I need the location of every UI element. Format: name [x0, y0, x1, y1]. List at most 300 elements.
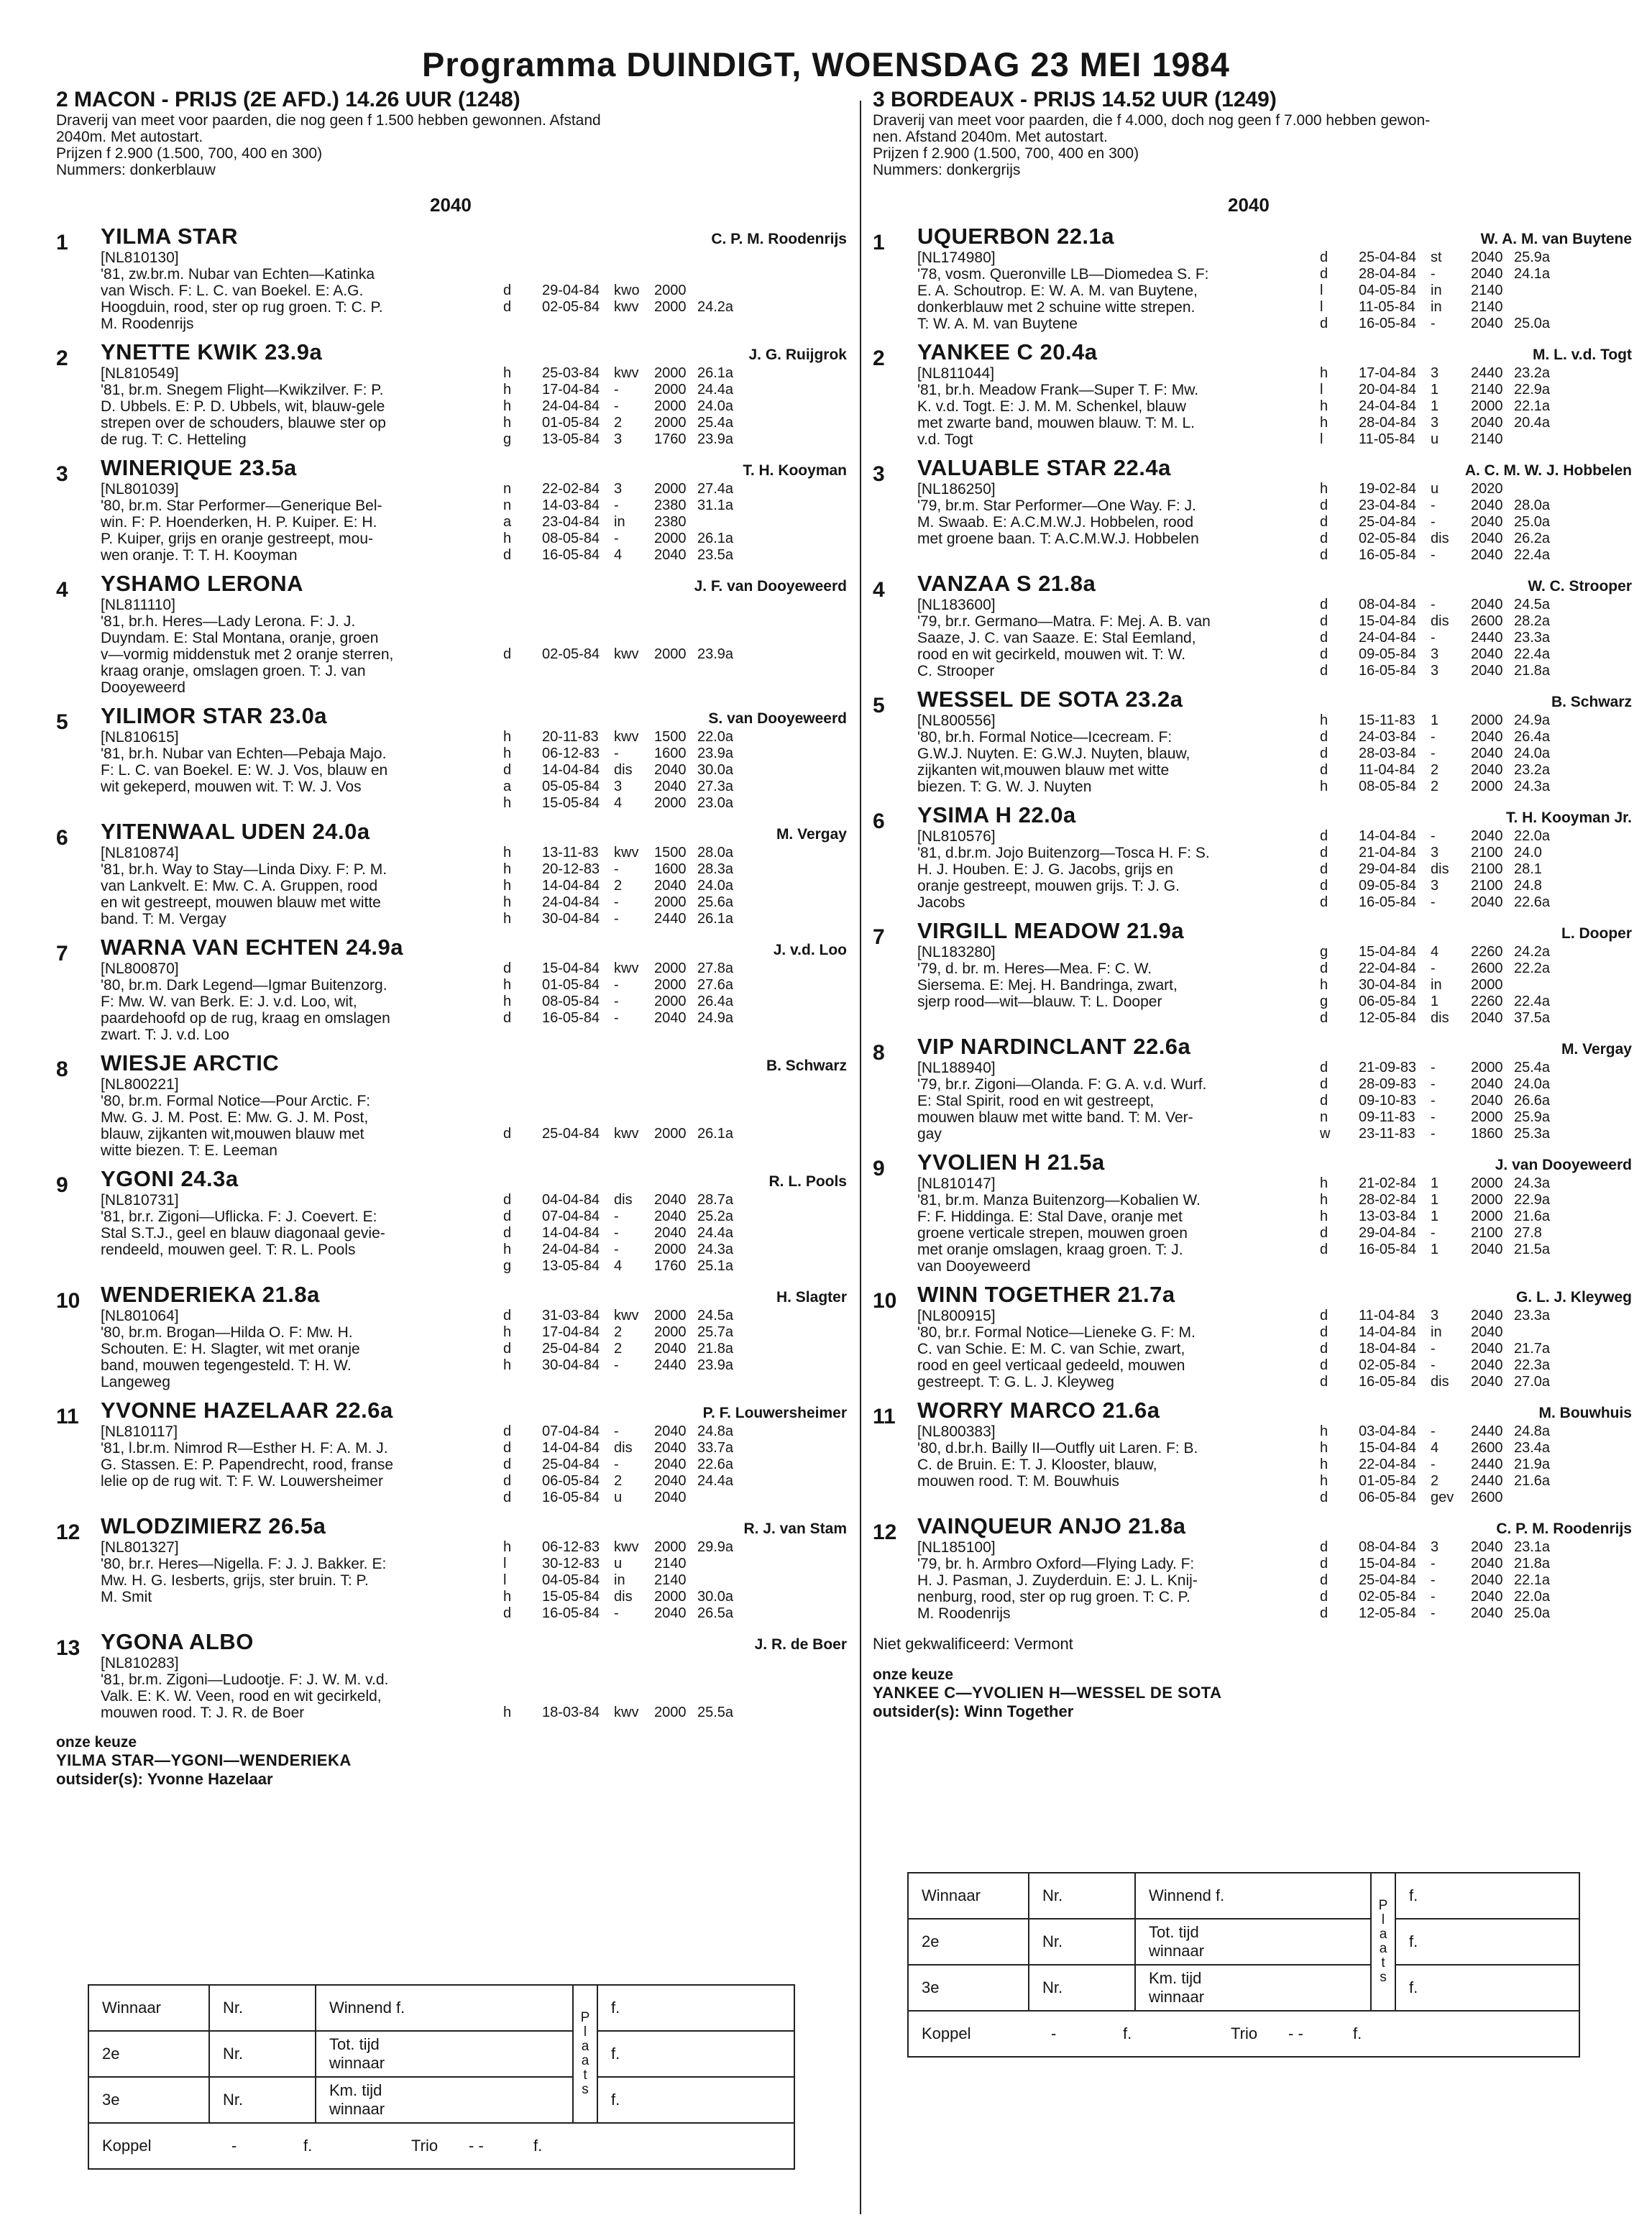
pedigree-line: H. J. Houben. E: J. G. Jacobs, grijs en: [917, 861, 1173, 878]
entry-details: [101, 1655, 847, 1721]
race-distance: 2040: [1471, 1556, 1503, 1572]
race-time: 22.0a: [1514, 828, 1551, 844]
entry-details: [917, 481, 1632, 564]
race-distance: 2040: [1471, 894, 1503, 910]
race-date: 13-11-83: [542, 845, 599, 861]
result-line: [503, 1258, 755, 1275]
entry-details: [917, 828, 1632, 911]
name-row: [917, 1398, 1632, 1423]
placing: -: [1431, 597, 1436, 613]
pedigree: [917, 712, 1305, 795]
horse-entry: [56, 935, 847, 1043]
track-code: h: [1320, 1175, 1329, 1191]
pedigree-line: band. T: M. Vergay: [101, 911, 226, 927]
race-distance: 2000: [654, 894, 687, 910]
placing: -: [1431, 1457, 1436, 1472]
race-date: 03-04-84: [1359, 1423, 1417, 1439]
race-time: 24.2a: [1514, 944, 1551, 960]
pedigree-line: rood en geel verticaal gedeeld, mouwen: [917, 1357, 1185, 1374]
pedigree-line: Mw. H. G. Iesberts, grijs, ster bruin. T: P.: [101, 1572, 369, 1589]
race-description: [56, 112, 847, 178]
race-time: [697, 1093, 755, 1109]
track-code: d: [1320, 878, 1329, 894]
registration-code: [NL810130]: [101, 249, 179, 266]
race-time: [1514, 977, 1571, 994]
result-line: [503, 283, 759, 299]
pedigree-line: '80, br.m. Star Performer—Generique Bel-: [101, 497, 382, 514]
result-line: [1320, 746, 1571, 762]
entry-details: [917, 1175, 1632, 1275]
race-date: 15-04-84: [1359, 1440, 1417, 1456]
name-row: [917, 1150, 1632, 1175]
race-date: 02-05-84: [542, 299, 600, 315]
pedigree-line: '81, br.h. Way to Stay—Linda Dixy. F: P. M.: [101, 861, 387, 878]
race-time: 25.0a: [1514, 316, 1551, 331]
track-code: h: [503, 382, 512, 398]
track-code: [503, 249, 542, 266]
pedigree-line: C. van Schie. E: M. C. van Schie, zwart,: [917, 1341, 1185, 1357]
track-code: h: [503, 994, 512, 1009]
trainer-name: T. H. Kooyman Jr.: [1505, 809, 1632, 826]
race-distance: 2100: [1471, 1225, 1503, 1241]
race-distance: 2040: [1471, 597, 1503, 613]
race-distance: 1760: [654, 431, 687, 447]
race-distance: 2040: [654, 1423, 687, 1439]
race-time: 24.9a: [697, 1010, 734, 1026]
race-distance: 2040: [1471, 514, 1503, 530]
choice-label: onze keuze: [873, 1666, 954, 1683]
placing: kwv: [614, 729, 639, 745]
result-line: [1320, 266, 1571, 283]
race-distance: 2000: [654, 977, 687, 993]
race-distance: 1600: [654, 746, 687, 761]
track-code: [503, 1076, 542, 1093]
race-distance: 2000: [654, 382, 687, 398]
race-date: 24-04-84: [1359, 398, 1417, 414]
start-number: 5: [56, 710, 68, 734]
pedigree-line: Jacobs: [917, 894, 965, 911]
name-row: [917, 802, 1632, 828]
race-time: [1514, 481, 1571, 497]
race-distance: 2000: [654, 365, 687, 381]
race-time: 23.0a: [697, 795, 734, 811]
race-distance: 2000: [654, 398, 687, 414]
entry-body: [101, 224, 847, 332]
race-date: 08-05-84: [542, 531, 600, 546]
race-time: [1514, 1490, 1571, 1506]
pedigree-line: biezen. T: G. W. J. Nuyten: [917, 779, 1092, 795]
start-number: 1: [56, 231, 68, 254]
track-code: d: [1320, 845, 1329, 861]
placing: [614, 1109, 654, 1126]
start-number: 8: [873, 1041, 885, 1065]
race-distance: 2040: [654, 1605, 687, 1621]
race-time: 24.0a: [697, 398, 734, 414]
start-number: 5: [873, 694, 885, 717]
race-distance: 2000: [654, 299, 687, 315]
result-line: [503, 729, 755, 746]
placing: -: [614, 382, 619, 398]
track-code: h: [503, 531, 512, 546]
race-date: 29-04-84: [542, 283, 600, 298]
pedigree-line: '79, br.m. Star Performer—One Way. F: J.: [917, 497, 1196, 514]
placing: u: [1431, 431, 1439, 447]
track-code: h: [503, 1539, 512, 1555]
race-time: 22.3a: [1514, 1357, 1551, 1373]
recent-results: [489, 1076, 759, 1159]
track-code: d: [1320, 894, 1329, 910]
placing: 1: [1431, 712, 1439, 728]
race-distance: 2000: [654, 960, 687, 976]
race-time: 22.1a: [1514, 1572, 1551, 1588]
race-date: 15-05-84: [542, 1589, 600, 1605]
entry-details: [101, 1539, 847, 1622]
race-distance: 2040: [1471, 762, 1503, 778]
placing: [614, 1093, 654, 1109]
race-time: 26.1a: [697, 531, 734, 546]
race-time: 24.0: [1514, 845, 1542, 861]
entry-body: [101, 819, 847, 927]
registration-code: [NL801039]: [101, 481, 179, 497]
name-row: [917, 687, 1632, 712]
race-time: 24.9a: [1514, 712, 1551, 728]
recent-results: [489, 249, 759, 332]
track-code: l: [503, 1556, 507, 1572]
pedigree-line: '79, br.r. Zigoni—Olanda. F: G. A. v.d. Wurf.: [917, 1076, 1207, 1093]
trainer-name: M. Bouwhuis: [1538, 1405, 1632, 1421]
pedigree-line: Hoogduin, rood, ster op rug groen. T: C. P.: [101, 299, 383, 316]
placing: [614, 266, 654, 283]
horse-name: WIESJE ARCTIC: [101, 1050, 280, 1075]
placing: 3: [1431, 365, 1439, 381]
race-date: 14-04-84: [542, 1440, 600, 1456]
placing: dis: [1431, 1374, 1449, 1390]
race-distance: 2000: [654, 1242, 687, 1257]
result-line: [503, 613, 759, 630]
form-winnend-label: Winnend f.: [1135, 1873, 1371, 1919]
pedigree-line: band, mouwen tegengesteld. T: H. W.: [101, 1357, 352, 1374]
horse-name: YVONNE HAZELAAR 22.6a: [101, 1398, 393, 1423]
track-code: d: [1320, 613, 1329, 629]
placing: 2: [1431, 1473, 1439, 1489]
result-line: [503, 531, 755, 547]
trainer-name: J. G. Ruijgrok: [748, 347, 847, 363]
placing: -: [614, 497, 619, 513]
form-koppel-row: Koppel - f. Trio - - f.: [908, 2011, 1579, 2057]
form-kmtijd-label: Km. tijd winnaar: [1135, 1965, 1371, 2011]
race-time: 24.0a: [1514, 1076, 1551, 1092]
pedigree-line: T: W. A. M. van Buytene: [917, 316, 1078, 332]
form-f-label: f.: [597, 2031, 794, 2077]
track-code: h: [1320, 1208, 1329, 1224]
race-time: [697, 597, 755, 613]
pedigree: [101, 960, 489, 1043]
entry-details: [101, 1308, 847, 1390]
name-row: [917, 1282, 1632, 1308]
pedigree-line: gestreept. T: G. L. J. Kleyweg: [917, 1374, 1114, 1390]
outsider-pick: outsider(s): Yvonne Hazelaar: [56, 1770, 273, 1788]
race-distance: 2040: [654, 1192, 687, 1208]
track-code: g: [503, 1258, 512, 1274]
placing: -: [1431, 1225, 1436, 1241]
result-line: [1320, 398, 1571, 415]
track-code: l: [503, 1572, 507, 1588]
race-date: 24-04-84: [542, 894, 600, 910]
race-date: 08-04-84: [1359, 1539, 1417, 1555]
result-line: [1320, 960, 1571, 977]
placing: -: [1431, 547, 1436, 563]
horse-entry: [873, 1034, 1632, 1142]
placing: -: [614, 894, 619, 910]
race-distance: 2040: [654, 1208, 687, 1224]
race-time: [697, 1655, 755, 1671]
placing: -: [1431, 630, 1436, 646]
race-distance: 2040: [1471, 1324, 1503, 1340]
placing: 3: [1431, 663, 1439, 679]
result-line: [1320, 1490, 1571, 1506]
pedigree-line: paardehoofd op de rug, kraag en omslagen: [101, 1010, 390, 1027]
horse-name: YSIMA H 22.0a: [917, 802, 1076, 827]
horse-entry: [56, 1398, 847, 1506]
horse-name: YILMA STAR: [101, 224, 238, 249]
start-number: 6: [56, 826, 68, 850]
entry-body: [101, 571, 847, 696]
result-line: [503, 1357, 755, 1374]
result-line: [503, 1242, 755, 1258]
recent-results: [1305, 828, 1571, 911]
column-divider: [860, 101, 861, 2214]
track-code: d: [1320, 1010, 1329, 1026]
placing: [614, 1655, 654, 1671]
race-time: 27.8a: [697, 960, 734, 976]
race-date: 24-04-84: [542, 1242, 600, 1257]
race-distance: 2040: [654, 1457, 687, 1472]
race-time: 33.7a: [697, 1440, 734, 1456]
race-time: 26.5a: [697, 1605, 734, 1621]
race-distance: 2000: [1471, 398, 1503, 414]
pedigree: [917, 1423, 1305, 1506]
race-time: 25.5a: [697, 1705, 734, 1720]
race-distance: 2000: [654, 1539, 687, 1555]
placing: -: [1431, 514, 1436, 530]
result-line: [1320, 1423, 1571, 1440]
recent-results: [1305, 1060, 1571, 1142]
race-description-line: Nummers: donkergrijs: [873, 162, 1021, 178]
placing: -: [614, 977, 619, 993]
placing: in: [1431, 977, 1442, 993]
pedigree-line: '81, zw.br.m. Nubar van Echten—Katinka: [101, 266, 375, 283]
result-line: [1320, 878, 1571, 894]
race-date: 02-05-84: [1359, 1357, 1417, 1373]
track-code: l: [1320, 382, 1323, 398]
registration-code: [NL810117]: [101, 1423, 178, 1440]
result-line: [1320, 299, 1571, 316]
race-distance: 2040: [1471, 1076, 1503, 1092]
recent-results: [489, 729, 755, 812]
start-number: 8: [56, 1058, 68, 1081]
form-plaats-label: P l a a t s: [573, 1985, 597, 2123]
race-distance: 2040: [1471, 828, 1503, 844]
race-time: 25.9a: [1514, 1109, 1551, 1125]
race-time: 22.0a: [697, 729, 734, 745]
registration-code: [NL183280]: [917, 944, 996, 960]
track-code: d: [503, 1126, 512, 1142]
pedigree: [917, 1175, 1305, 1275]
race-distance: 2040: [1471, 316, 1503, 331]
race-distance: 2140: [1471, 283, 1503, 298]
track-code: d: [503, 547, 512, 563]
placing: in: [614, 514, 625, 530]
placing: -: [614, 994, 619, 1009]
pedigree-line: E: Stal Spirit, rood en wit gestreept,: [917, 1093, 1155, 1109]
result-line: [503, 415, 755, 431]
race-description-line: Draverij van meet voor paarden, die nog geen f 1.500 hebben gewonnen. Afstand: [56, 112, 601, 129]
race-distance: 2040: [654, 1473, 687, 1489]
track-code: h: [503, 1705, 512, 1720]
race-distance: 2040: [654, 1490, 687, 1505]
start-number: 2: [873, 347, 885, 370]
race-date: 30-04-84: [1359, 977, 1417, 993]
placing: dis: [614, 1440, 633, 1456]
trainer-name: T. H. Kooyman: [743, 462, 847, 479]
race-date: 09-11-83: [1359, 1109, 1415, 1125]
race-date: 28-02-84: [1359, 1192, 1417, 1208]
track-code: d: [503, 1208, 512, 1224]
placing: -: [1431, 1126, 1436, 1142]
race-time: 21.6a: [1514, 1473, 1551, 1489]
race-time: 26.6a: [1514, 1093, 1551, 1109]
placing: 3: [1431, 878, 1439, 894]
race-time: 25.3a: [1514, 1126, 1551, 1142]
race-time: 22.9a: [1514, 1192, 1551, 1208]
result-line: [503, 514, 755, 531]
pedigree-line: F: F. Hiddinga. E: Stal Dave, oranje met: [917, 1208, 1183, 1225]
race-date: 13-03-84: [1359, 1208, 1417, 1224]
horse-name: YITENWAAL UDEN 24.0a: [101, 819, 370, 844]
race-distance: 2600: [1471, 613, 1503, 629]
entry-body: [917, 455, 1632, 564]
horse-name: WESSEL DE SOTA 23.2a: [917, 687, 1183, 712]
result-line: [1320, 1109, 1571, 1126]
race-date: 22-04-84: [1359, 1457, 1417, 1472]
race-date: 29-04-84: [1359, 861, 1417, 877]
result-line: [1320, 944, 1571, 960]
entry-body: [917, 802, 1632, 911]
horse-entry: [873, 1150, 1632, 1275]
race-distance: 2040: [1471, 1589, 1503, 1605]
race-distance: 2040: [1471, 531, 1503, 546]
pedigree-line: G. Stassen. E: P. Papendrecht, rood, franse: [101, 1457, 394, 1473]
pedigree-line: '79, br. h. Armbro Oxford—Flying Lady. F:: [917, 1556, 1195, 1572]
track-code: h: [503, 861, 512, 877]
race-distance: 2020: [1471, 481, 1503, 497]
race-date: 15-04-84: [1359, 613, 1417, 629]
placing: -: [1431, 1357, 1436, 1373]
horse-name: WARNA VAN ECHTEN 24.9a: [101, 935, 403, 960]
race-time: 31.1a: [697, 497, 734, 513]
race-distance: 2040: [654, 762, 687, 778]
race-time: 24.1a: [1514, 266, 1551, 282]
track-code: h: [503, 977, 512, 993]
race-time: [697, 1109, 755, 1126]
name-row: [917, 1034, 1632, 1060]
trainer-name: P. F. Louwersheimer: [702, 1405, 847, 1421]
track-code: h: [1320, 481, 1329, 497]
race-distance: 2380: [654, 514, 687, 530]
entry-body: [101, 1166, 847, 1275]
race-date: 11-04-84: [1359, 762, 1415, 778]
race-date: 14-04-84: [542, 878, 600, 894]
entry-details: [101, 597, 847, 696]
placing: 3: [1431, 845, 1439, 861]
placing: 2: [1431, 779, 1439, 794]
result-line: [503, 746, 755, 762]
placing: [614, 1671, 654, 1688]
track-code: d: [503, 1423, 512, 1439]
placing: 1: [1431, 1242, 1439, 1257]
placing: 2: [614, 1341, 623, 1357]
placing: -: [614, 746, 619, 761]
pedigree: [101, 249, 489, 332]
trainer-name: G. L. J. Kleyweg: [1515, 1289, 1632, 1306]
race-date: 04-04-84: [542, 1192, 600, 1208]
result-line: [503, 1688, 759, 1705]
track-code: h: [1320, 712, 1329, 728]
race-date: 15-11-83: [1359, 712, 1415, 728]
placing: -: [614, 1357, 619, 1373]
placing: 1: [1431, 382, 1439, 398]
race-date: 28-09-83: [1359, 1076, 1417, 1092]
race-date: 20-04-84: [1359, 382, 1417, 398]
race-distance: [654, 1688, 697, 1705]
race-time: 24.3a: [1514, 1175, 1551, 1191]
race-date: 16-05-84: [1359, 1374, 1417, 1390]
track-code: d: [503, 1605, 512, 1621]
track-code: [503, 613, 542, 630]
pedigree-line: '81, br.h. Meadow Frank—Super T. F: Mw.: [917, 382, 1199, 398]
horse-entry: [56, 819, 847, 927]
placing: kwv: [614, 299, 639, 315]
race-date: 17-04-84: [542, 1324, 600, 1340]
race-date: 02-05-84: [1359, 531, 1417, 546]
race-time: 25.7a: [697, 1324, 734, 1340]
race-date: 21-09-83: [1359, 1060, 1417, 1075]
race-date: 20-12-83: [542, 861, 600, 877]
name-row: [917, 1513, 1632, 1539]
result-line: [503, 630, 759, 646]
pedigree-line: win. F: P. Hoenderken, H. P. Kuiper. E: H.: [101, 514, 377, 531]
horse-name: VAINQUEUR ANJO 21.8a: [917, 1513, 1186, 1538]
race-distance: 2040: [654, 779, 687, 794]
result-line: [503, 1440, 755, 1457]
horse-entry: [56, 224, 847, 332]
race-date: 05-05-84: [542, 779, 600, 794]
track-code: d: [1320, 531, 1329, 546]
pedigree: [917, 597, 1305, 679]
placing: -: [1431, 960, 1436, 976]
race-time: 24.3a: [1514, 779, 1551, 794]
start-number: 7: [56, 942, 68, 965]
track-code: [503, 1688, 542, 1705]
result-line: [1320, 365, 1571, 382]
pedigree-line: wit gekeperd, mouwen wit. T: W. J. Vos: [101, 779, 362, 795]
race-time: 21.8a: [1514, 1556, 1551, 1572]
registration-code: [NL810615]: [101, 729, 179, 746]
race-date: 02-05-84: [1359, 1589, 1417, 1605]
race-distance: 2040: [654, 1440, 687, 1456]
placing: -: [614, 1605, 619, 1621]
race-time: 24.4a: [697, 382, 734, 398]
